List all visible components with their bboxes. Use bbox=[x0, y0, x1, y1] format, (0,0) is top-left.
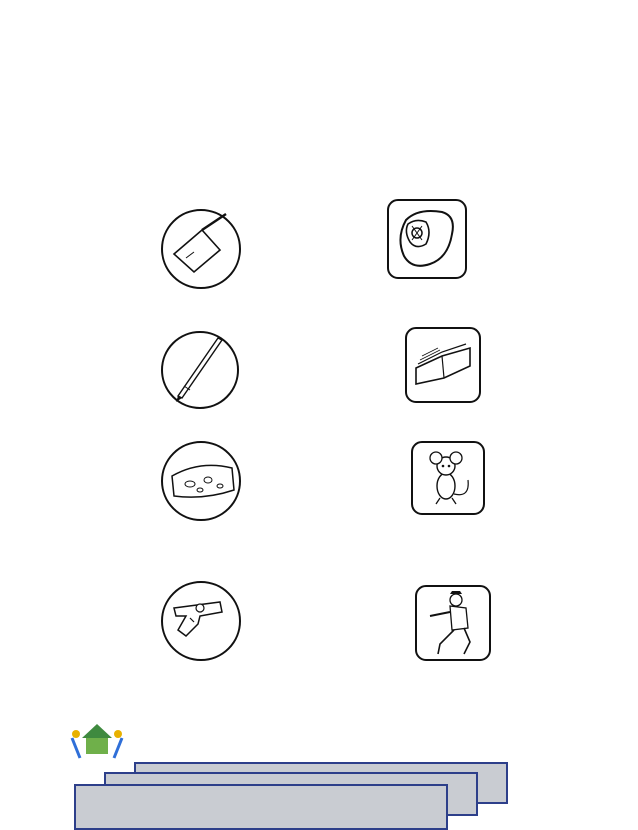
mouse-icon bbox=[410, 440, 486, 516]
cleaver-icon bbox=[160, 208, 242, 290]
website-logo bbox=[62, 718, 132, 778]
policeman-icon bbox=[414, 584, 492, 662]
cheese-icon bbox=[160, 440, 242, 522]
pen-icon bbox=[160, 330, 240, 410]
meat-icon bbox=[386, 198, 468, 280]
banner-title bbox=[172, 792, 372, 826]
pistol-icon bbox=[160, 580, 242, 662]
book-icon bbox=[404, 326, 482, 404]
